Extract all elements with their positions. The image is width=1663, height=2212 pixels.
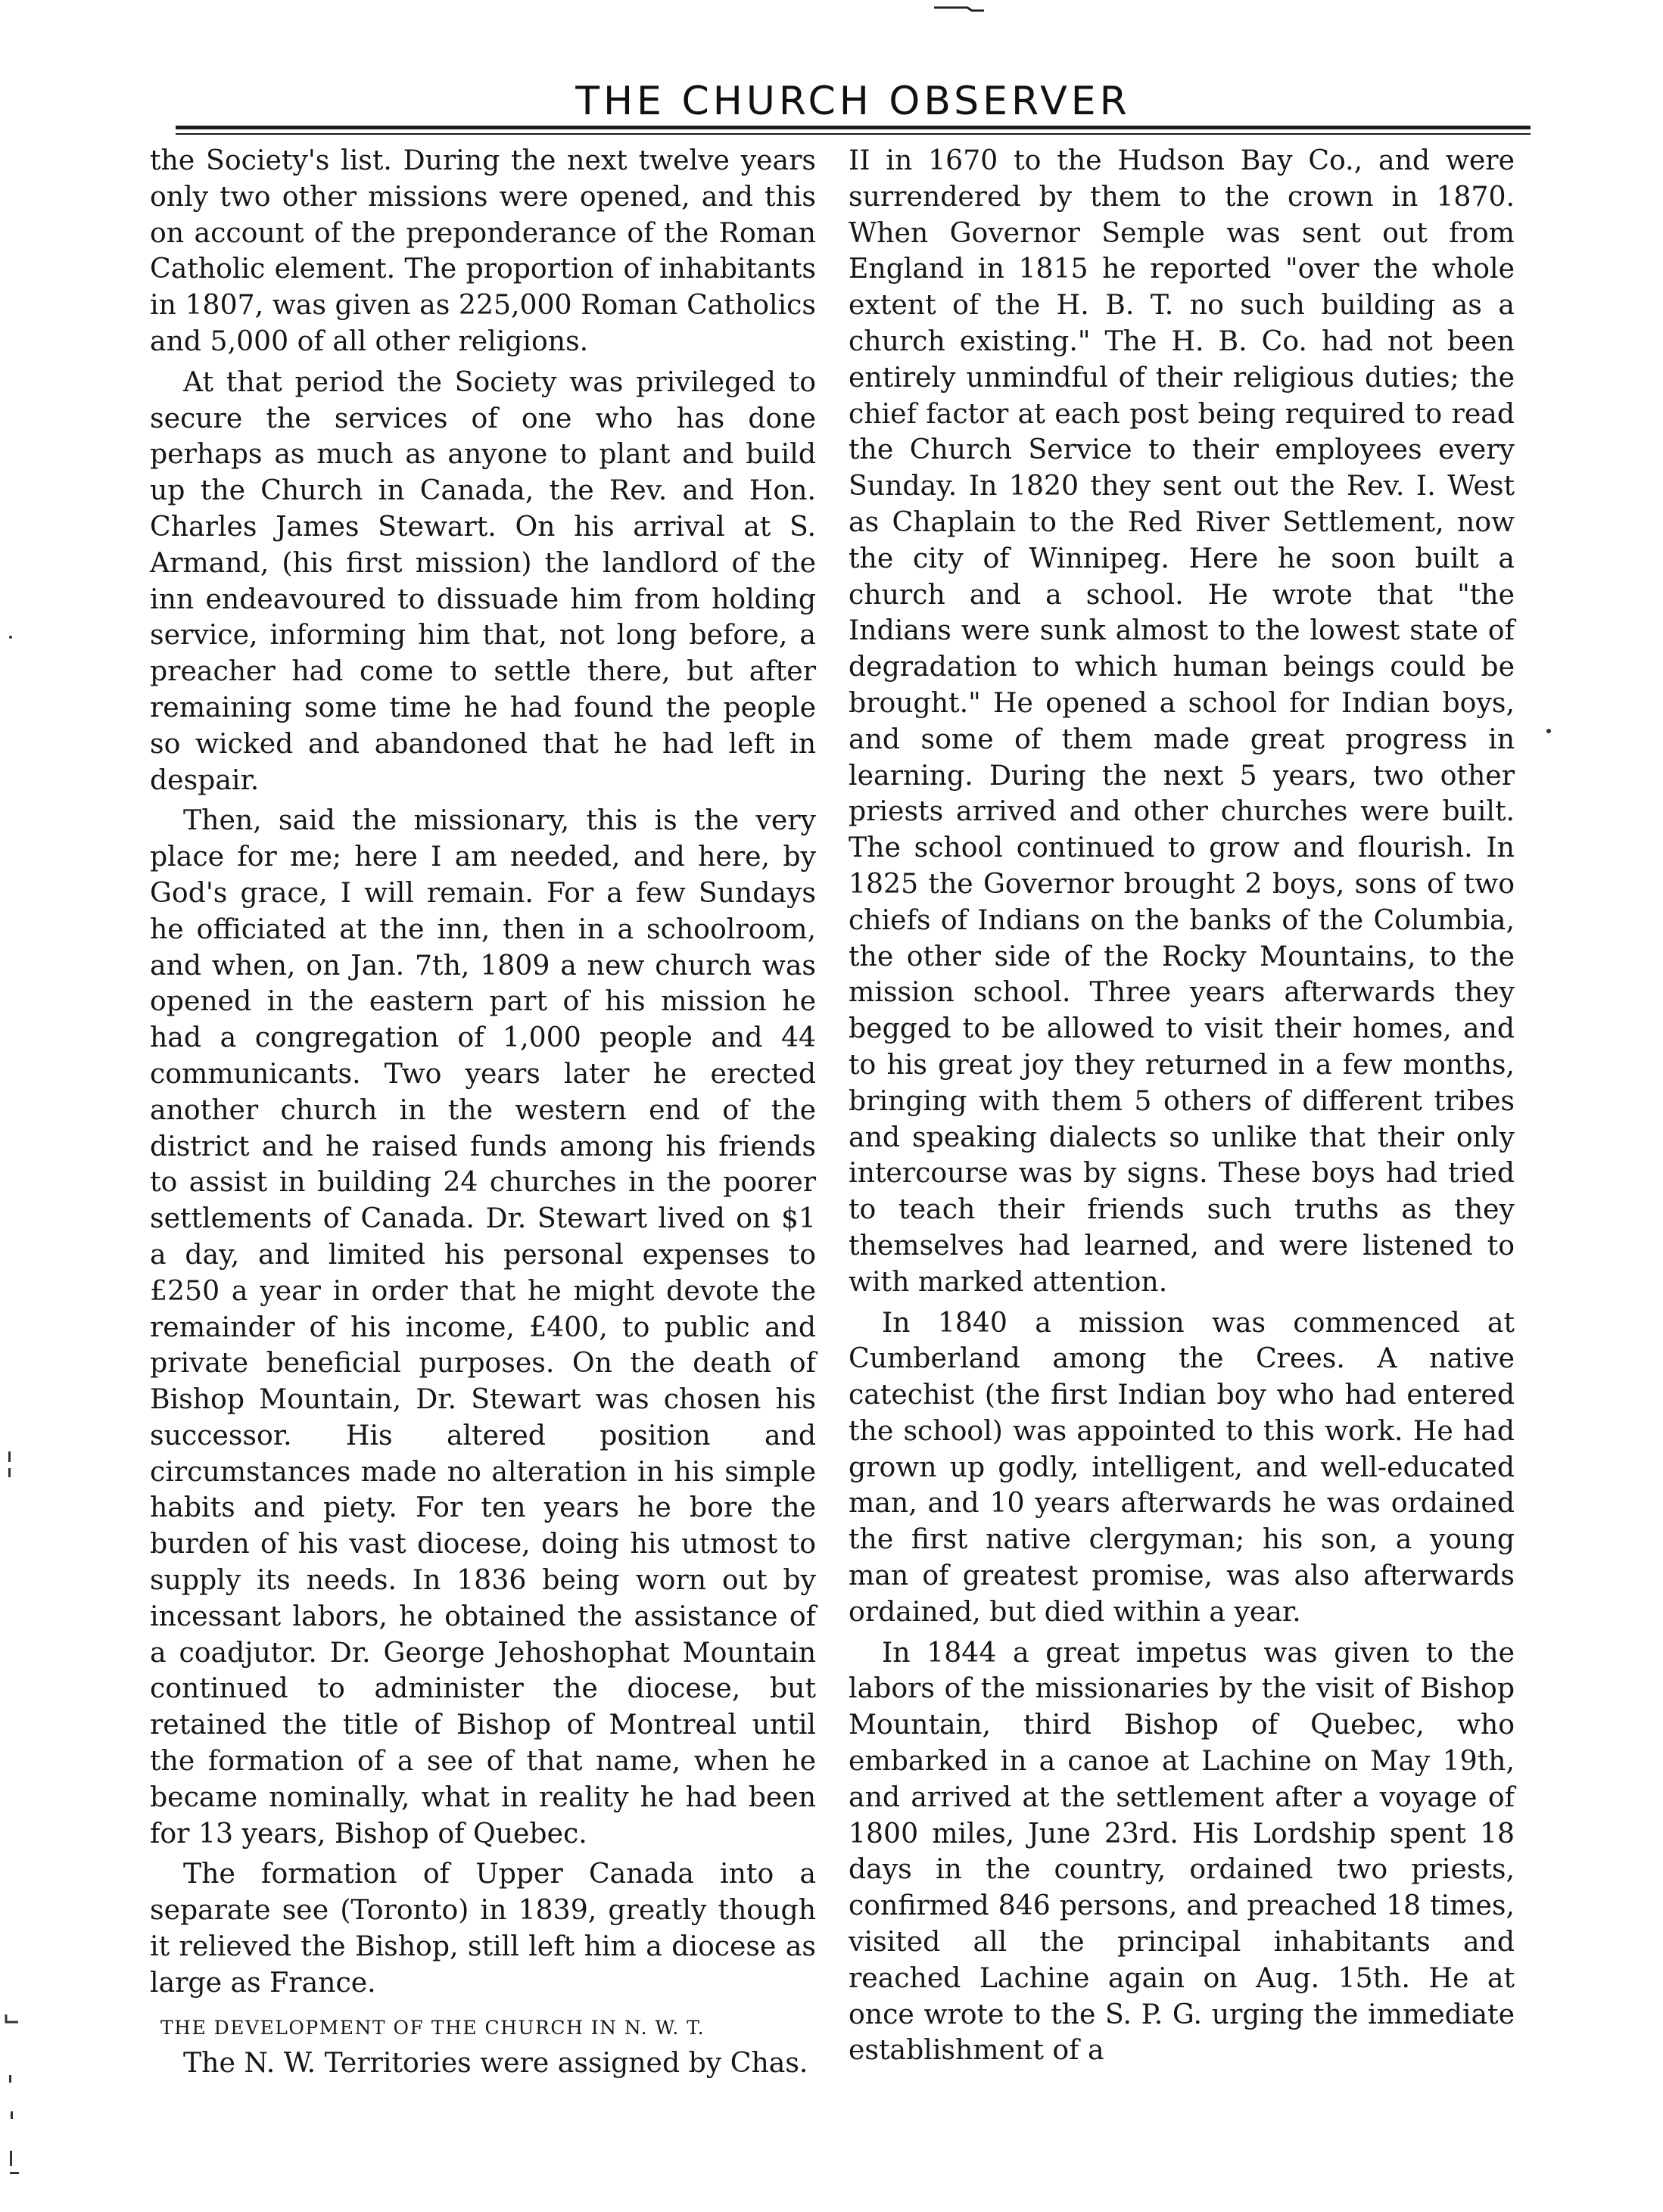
section-heading: THE DEVELOPMENT OF THE CHURCH IN N. W. T. [160,2016,705,2039]
right-paragraph-1: II in 1670 to the Hudson Bay Co., and were surrendered by them to the crown in 1870. When Governor Semple was sent out from England in 1815 he reported "over the whole extent of the H. B. T. no such building as a church existing." The H. B. Co. had not been entirely unmindful of their religious duties; the chief factor at each post being required to read the Church Service to their employees every Sunday. In 1820 they sent out the Rev. I. West as Chaplain to the Red River Settlement, now the city of Winnipeg. Here he soon built a church and a school. He wrote that "the Indians were sunk almost to the lowest state of degradation to which human beings could be brought." He opened a school for Indian boys, and some of them made great progress in learning. During the next 5 years, two other priests arrived and other churches were built. The school continued to grow and flourish. In 1825 the Governor brought 2 boys, sons of two chiefs of Indians on the banks of the Columbia, the other side of the Rocky Mountains, to the mission school. Three years afterwards they begged to be allowed to visit their homes, and to his great joy they returned in a few months, bringing with them 5 others of different tribes and speaking dialects so unlike that their only intercourse was by signs. These boys had tried to teach their friends such truths as they themselves had learned, and were listened to with marked attention. [849,144,1515,1298]
margin-scan-marks [0,0,45,2212]
left-paragraph-2: At that period the Society was privileged to secure the services of one who has done perhaps as much as anyone to plant and build up the Church in Canada, the Rev. and Hon. Charles James Stewart. On his arrival at S. Armand, (his first mission) the landlord of the inn endeavoured to dissuade him from holding service, informing him that, not long before, a preacher had come to settle there, but after remaining some time he had found the people so wicked and abandoned that he had left in despair. [150,365,816,796]
masthead-rule-thick [176,126,1531,129]
right-paragraph-2: In 1840 a mission was commenced at Cumberland among the Crees. A native catechist (the first Indian boy who had entered the school) was appointed to this work. He had grown up godly, intelligent, and well-educated man, and 10 years afterwards he was ordained the first native clergyman; his son, a young man of greatest promise, was also afterwards ordained, but died within a year. [849,1305,1515,1628]
left-paragraph-4: The formation of Upper Canada into a separate see (Toronto) in 1839, greatly though it relieved the Bishop, still left him a diocese as large as France. [150,1857,816,1999]
right-column [849,142,1515,2068]
right-paragraph-3: In 1844 a great impetus was given to the labors of the missionaries by the visit of Bishop Mountain, third Bishop of Quebec, who embarked in a canoe at Lachine on May 19th, and arrived at the settlement after a voyage of 1800 miles, June 23rd. His Lordship spent 18 days in the country, ordained two priests, confirmed 846 persons, and preached 18 times, visited all the principal inhabitants and reached Lachine again on Aug. 15th. He at once wrote to the S. P. G. urging the immediate establishment of a [849,1635,1515,2067]
left-paragraph-1: the Society's list. During the next twelve years only two other missions were opened, and this on account of the preponderance of the Roman Catholic element. The proportion of inhabitants in 1807, was given as 225,000 Roman Catholics and 5,000 of all other religions. [150,144,816,357]
left-column [150,142,816,2080]
left-paragraph-3: Then, said the missionary, this is the very place for me; here I am needed, and here, by God's grace, I will remain. For a few Sundays he officiated at the inn, then in a schoolroom, and when, on Jan. 7th, 1809 a new church was opened in the eastern part of his mission he had a congregation of 1,000 people and 44 communicants. Two years later he erected another church in the western end of the district and he raised funds among his friends to assist in building 24 churches in the poorer settlements of Canada. Dr. Stewart lived on $1 a day, and limited his personal expenses to £250 a year in order that he might devote the remainder of his income, £400, to public and private beneficial purposes. On the death of Bishop Mountain, Dr. Stewart was chosen his successor. His altered position and circumstances made no alteration in his simple habits and piety. For ten years he bore the burden of his vast diocese, doing his utmost to supply its needs. In 1836 being worn out by incessant labors, he obtained the assistance of a coadjutor. Dr. George Jehoshophat Mountain continued to administer the diocese, but retained the title of Bishop of Montreal until the formation of a see of that name, when he became nominally, what in reality he had been for 13 years, Bishop of Quebec. [150,804,816,1850]
masthead-rule-thin [176,133,1531,135]
page-top-mark [933,3,986,14]
right-margin-speck [1544,726,1553,736]
masthead-title: THE CHURCH OBSERVER [575,79,1131,124]
left-paragraph-5: The N. W. Territories were assigned by Chas. [183,2046,808,2079]
